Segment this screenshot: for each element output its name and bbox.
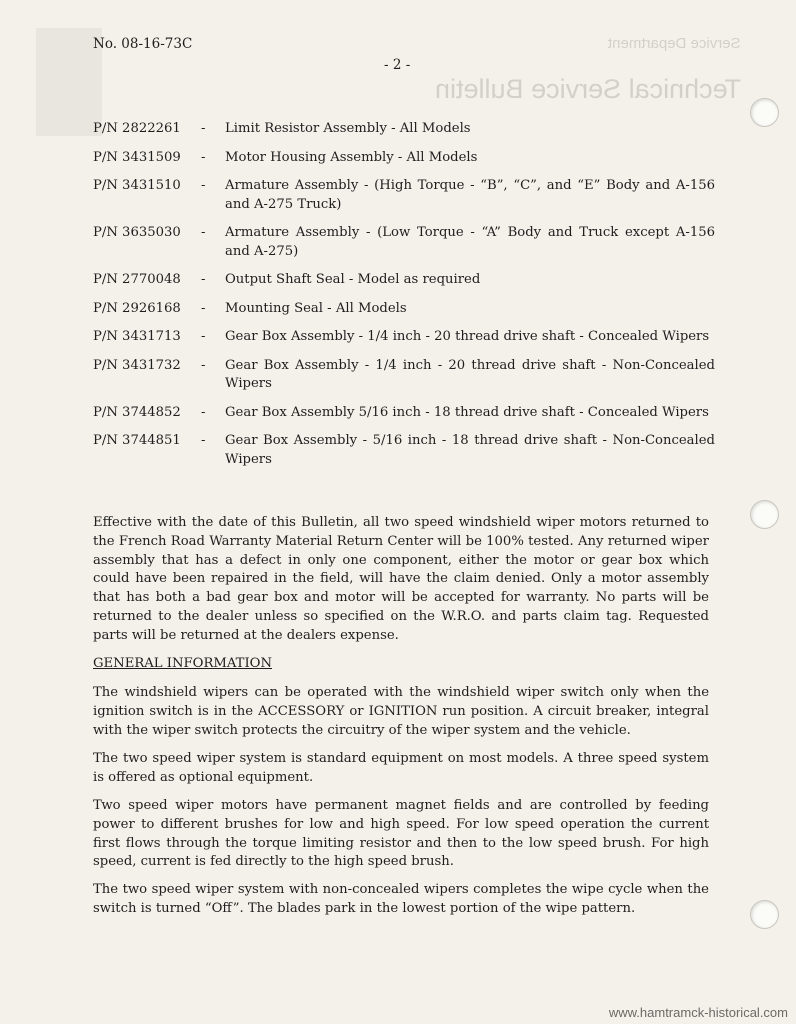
parts-list-item (93, 300, 715, 319)
separator-dash: - (201, 357, 206, 373)
separator-dash: - (201, 404, 206, 420)
part-description: Mounting Seal - All Models (225, 300, 407, 316)
paragraph-park-position: The two speed wiper system with non-concealed wipers completes the wipe cycle when the switch is turned “Off”. The blades park in the lowest portion of the wipe pattern. (93, 882, 709, 916)
bleed-through-title: Technical Service Bulletin (434, 74, 741, 104)
paragraph-switch-operation: The windshield wipers can be operated with the windshield wiper switch only when the ignition switch is in the ACCESSORY or IGNITION run position. A circuit breaker, integral with the wiper switch protects the circuitry of the wiper system and the vehicle. (93, 685, 709, 738)
separator-dash: - (201, 225, 206, 240)
effective-paragraph: Effective with the date of this Bulletin, all two speed windshield wiper motors returned to the French Road Warranty Material Return Center will be 100% tested. Any returned wiper assembly that has a defect in only one component, either the motor or gear box which could have been repaired in the field, will have the claim denied. Only a motor assembly that has both a bad gear box and motor will be accepted for warranty. No parts will be returned to the dealer unless so specified on the W.R.O. and parts claim tag. Requested parts will be returned at the dealers expense. (93, 515, 709, 643)
parts-list-item (93, 432, 715, 469)
part-number: P/N 2822261 (93, 121, 181, 136)
part-number: P/N 3431713 (93, 329, 181, 344)
parts-list (93, 120, 715, 469)
parts-list-item (93, 271, 715, 290)
part-number: P/N 3744852 (93, 404, 181, 420)
part-description: Gear Box Assembly 5/16 inch - 18 thread drive shaft - Concealed Wipers (225, 404, 709, 420)
page-number: - 2 - (384, 57, 411, 73)
part-description: Output Shaft Seal - Model as required (225, 272, 481, 287)
separator-dash: - (201, 121, 206, 136)
paragraph-speed-options: The two speed wiper system is standard equipment on most models. A three speed system is offered as optional equipment. (93, 751, 709, 785)
part-number: P/N 2926168 (93, 300, 181, 316)
general-information-heading: GENERAL INFORMATION (93, 656, 273, 671)
part-description: Motor Housing Assembly - All Models (225, 149, 478, 165)
parts-list-item (93, 120, 715, 139)
paragraph-motor-fields: Two speed wiper motors have permanent magnet fields and are controlled by feeding power to different brushes for low and high speed. For low speed operation the current first flows through the torque limiting resistor and then to the low speed brush. For high speed, current is fed directly to the high speed brush. (93, 798, 709, 870)
bleed-through-department: Service Department (608, 35, 741, 52)
parts-list-item (93, 177, 715, 214)
parts-list-item (93, 328, 715, 347)
separator-dash: - (201, 433, 206, 448)
parts-list-item (93, 224, 715, 261)
part-number: P/N 3431510 (93, 178, 181, 193)
part-description: Armature Assembly - (Low Torque - “A” Body and Truck except A-156 and A-275) (225, 225, 715, 259)
part-description: Gear Box Assembly - 1/4 inch - 20 thread drive shaft - Concealed Wipers (225, 329, 710, 344)
punch-hole-middle (750, 500, 779, 529)
punch-hole-top (750, 98, 779, 127)
separator-dash: - (201, 178, 206, 193)
parts-list-item (93, 357, 715, 394)
part-description: Gear Box Assembly - 5/16 inch - 18 thread drive shaft - Non-Concealed Wipers (225, 433, 715, 467)
separator-dash: - (201, 329, 206, 344)
document-number: No. 08-16-73C (93, 36, 193, 52)
separator-dash: - (201, 300, 206, 316)
part-description: Gear Box Assembly - 1/4 inch - 20 thread drive shaft - Non-Concealed Wipers (225, 357, 715, 391)
watermark-url: www.hamtramck-historical.com (608, 1005, 788, 1020)
part-number: P/N 3744851 (93, 433, 181, 448)
punch-hole-bottom (750, 900, 779, 929)
part-description: Armature Assembly - (High Torque - “B”, “C”, and “E” Body and A-156 and A-275 Truck) (225, 178, 715, 212)
separator-dash: - (201, 149, 206, 165)
part-number: P/N 3431732 (93, 357, 181, 373)
part-number: P/N 3635030 (93, 225, 181, 240)
separator-dash: - (201, 272, 206, 287)
part-number: P/N 2770048 (93, 272, 181, 287)
parts-list-item (93, 149, 715, 168)
parts-list-item (93, 404, 715, 423)
part-description: Limit Resistor Assembly - All Models (225, 121, 471, 136)
part-number: P/N 3431509 (93, 149, 181, 165)
